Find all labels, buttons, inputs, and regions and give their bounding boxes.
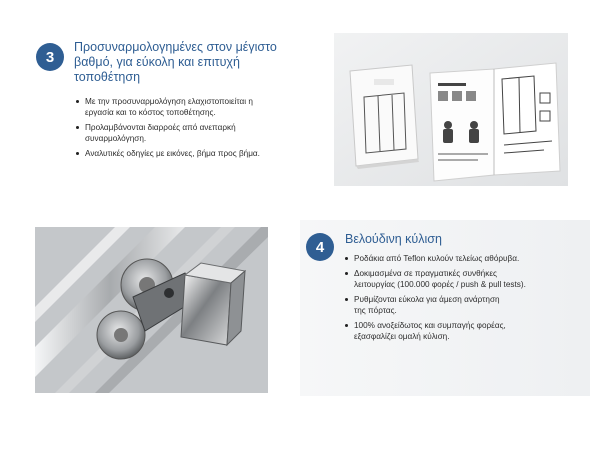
feature-4-bullet-list xyxy=(345,253,580,346)
roller-hardware-image xyxy=(35,227,268,393)
feature-3-bullet-3: Αναλυτικές οδηγίες με εικόνες, βήμα προς βήμα. xyxy=(76,148,301,159)
feature-4-bullet-2: Δοκιμασμένα σε πραγματικές συνθήκες λειτουργίας (100.000 φορές / push & pull tests). xyxy=(345,268,580,290)
feature-3-bullet-list xyxy=(76,96,301,163)
roller-hardware-illustration xyxy=(35,227,268,393)
feature-3-title: Προσυναρμολογημένες στον μέγιστο βαθμό, για εύκολη και επιτυχή τοποθέτηση xyxy=(74,40,277,84)
feature-3-number-badge: 3 xyxy=(36,43,64,71)
feature-3-bullet-2: Προλαμβάνονται διαρροές από ανεπαρκή συναρμολόγηση. xyxy=(76,122,301,144)
feature-3-bullet-1: Με την προσυναρμολόγηση ελαχιστοποιείται η εργασία και το κόστος τοποθέτησης. xyxy=(76,96,301,118)
feature-4-bullet-1: Ροδάκια από Teflon κυλούν τελείως αθόρυβα. xyxy=(345,253,580,264)
feature-4-bullet-3: Ρυθμίζονται εύκολα για άμεση ανάρτηση της πόρτας. xyxy=(345,294,580,316)
feature-4-title: Βελούδινη κύλιση xyxy=(345,232,442,246)
manual-booklet-image xyxy=(334,33,568,186)
feature-4-bullet-4: 100% ανοξείδωτος και συμπαγής φορέας, εξασφαλίζει ομαλή κύλιση. xyxy=(345,320,580,342)
manual-booklet-illustration xyxy=(334,33,568,186)
feature-4-number-badge: 4 xyxy=(306,233,334,261)
